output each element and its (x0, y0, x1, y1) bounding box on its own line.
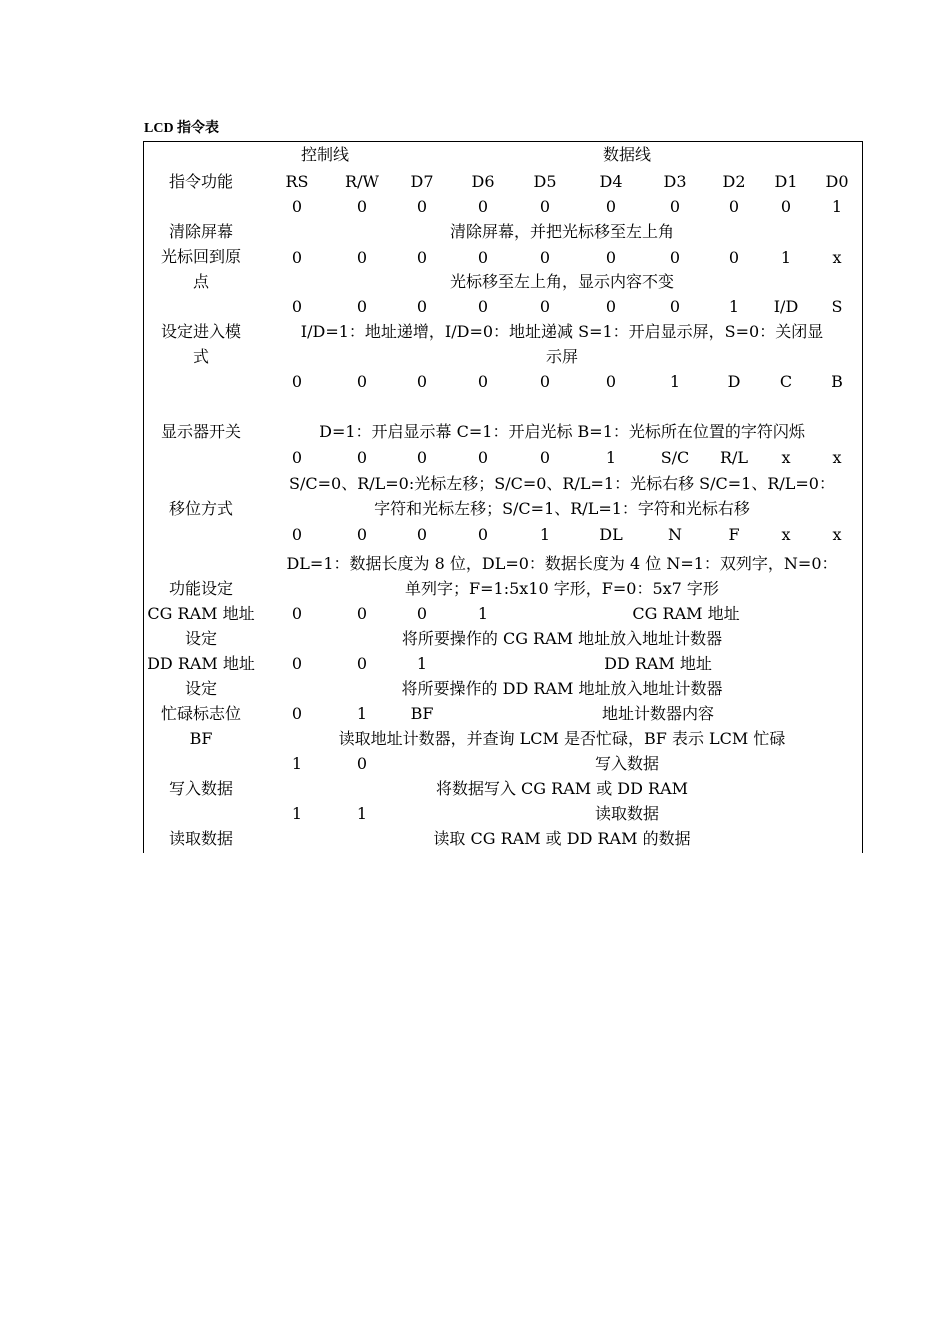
bit-cell: DL (599, 525, 623, 544)
function-name: 显示器开关 (160, 422, 241, 441)
description: 示屏 (545, 347, 578, 366)
bit-cell: 0 (416, 525, 428, 544)
data-field: 写入数据 (594, 754, 659, 773)
bit-cell: 0 (356, 654, 368, 673)
description: 字符和光标左移；S/C=1、R/L=1：字符和光标右移 (374, 499, 750, 518)
col-header-d0: D0 (825, 172, 849, 191)
bit-cell: x (832, 448, 842, 467)
data-field: 读取数据 (594, 804, 659, 823)
description: 单列字；F=1:5x10 字形，F=0：5x7 字形 (405, 579, 719, 598)
col-header-d7: D7 (410, 172, 434, 191)
bit-cell: 0 (356, 754, 368, 773)
control-lines-header: 控制线 (300, 145, 349, 164)
bit-cell: 0 (539, 197, 551, 216)
description: S/C=0、R/L=0:光标左移；S/C=0、R/L=1：光标右移 S/C=1、R/L=0： (289, 474, 835, 493)
bit-cell: x (781, 448, 791, 467)
bit-cell: 1 (477, 604, 489, 623)
address-field: DD RAM 地址 (604, 654, 712, 673)
bit-cell: 0 (356, 197, 368, 216)
function-name: 清除屏幕 (168, 222, 233, 241)
bit-cell: 0 (669, 297, 681, 316)
function-name: 设定进入模 (160, 322, 241, 341)
description: 光标移至左上角，显示内容不变 (449, 272, 674, 291)
bit-cell: x (832, 525, 842, 544)
col-header-d4: D4 (599, 172, 623, 191)
function-name: 式 (192, 347, 209, 366)
function-name: CG RAM 地址 (147, 604, 255, 623)
bit-cell: I/D (773, 297, 799, 316)
bit-cell: 1 (605, 448, 617, 467)
bit-cell: 0 (539, 448, 551, 467)
bit-cell: 0 (605, 248, 617, 267)
bit-cell: 0 (416, 604, 428, 623)
bit-cell: S (831, 297, 843, 316)
function-name: 忙碌标志位 (160, 704, 241, 723)
description: 将数据写入 CG RAM 或 DD RAM (435, 779, 689, 798)
bit-cell: 1 (291, 754, 303, 773)
bit-cell: 0 (669, 197, 681, 216)
bit-cell: 0 (356, 604, 368, 623)
bit-cell: 0 (291, 525, 303, 544)
description: I/D=1：地址递增，I/D=0：地址递减 S=1：开启显示屏，S=0：关闭显 (300, 322, 824, 341)
bit-cell: 0 (416, 248, 428, 267)
function-name: 读取数据 (168, 829, 233, 848)
function-name: DD RAM 地址 (147, 654, 255, 673)
bit-cell: 0 (291, 604, 303, 623)
bit-cell: 0 (356, 297, 368, 316)
bit-cell: 0 (356, 525, 368, 544)
bit-cell: 0 (539, 372, 551, 391)
bit-cell: 1 (356, 804, 368, 823)
bit-cell: B (831, 372, 843, 391)
description: 读取地址计数器，并查询 LCM 是否忙碌，BF 表示 LCM 忙碌 (338, 729, 786, 748)
col-header-d3: D3 (663, 172, 687, 191)
data-lines-header: 数据线 (602, 145, 651, 164)
bit-cell: 0 (728, 197, 740, 216)
bit-cell: 0 (356, 248, 368, 267)
bit-cell: x (832, 248, 842, 267)
function-name: 设定 (184, 629, 217, 648)
bit-cell: 1 (780, 248, 792, 267)
bit-cell: 0 (605, 297, 617, 316)
bit-cell: R/L (719, 448, 749, 467)
bit-cell: 0 (291, 297, 303, 316)
bit-cell: 0 (291, 448, 303, 467)
bit-cell: 0 (291, 372, 303, 391)
bit-cell: N (668, 525, 682, 544)
bit-cell: 0 (539, 297, 551, 316)
bit-cell: C (779, 372, 793, 391)
function-header: 指令功能 (168, 172, 233, 191)
bit-cell: 0 (416, 372, 428, 391)
function-name: 移位方式 (168, 499, 233, 518)
bit-cell: S/C (660, 448, 690, 467)
bit-cell: 1 (291, 804, 303, 823)
bit-cell: 0 (477, 297, 489, 316)
bit-cell: 0 (605, 372, 617, 391)
bit-cell: 0 (477, 197, 489, 216)
function-name: 光标回到原 (160, 247, 241, 266)
bit-cell: 0 (477, 372, 489, 391)
col-header-d6: D6 (471, 172, 495, 191)
bit-cell: 0 (477, 248, 489, 267)
bit-cell: 0 (605, 197, 617, 216)
function-name: 设定 (184, 679, 217, 698)
col-header-d2: D2 (722, 172, 746, 191)
bit-cell: x (781, 525, 791, 544)
bit-cell: 0 (728, 248, 740, 267)
bit-cell: 1 (416, 654, 428, 673)
bit-cell: 0 (291, 248, 303, 267)
bit-cell: 0 (416, 197, 428, 216)
bit-cell: 0 (669, 248, 681, 267)
bit-cell: 0 (416, 448, 428, 467)
bit-cell: 1 (669, 372, 681, 391)
function-name: BF (189, 729, 213, 748)
bit-cell: 0 (291, 704, 303, 723)
function-name: 写入数据 (168, 779, 233, 798)
description: D=1：开启显示幕 C=1：开启光标 B=1：光标所在位置的字符闪烁 (319, 422, 805, 441)
description: 读取 CG RAM 或 DD RAM 的数据 (433, 829, 691, 848)
col-header-rs: RS (285, 172, 309, 191)
bit-cell: 1 (356, 704, 368, 723)
col-header-rw: R/W (345, 172, 379, 191)
bit-cell: BF (410, 704, 434, 723)
bit-cell: 0 (356, 448, 368, 467)
bit-cell: F (728, 525, 740, 544)
bit-cell: 0 (477, 525, 489, 544)
bit-cell: 1 (728, 297, 740, 316)
bit-cell: 0 (780, 197, 792, 216)
bit-cell: 0 (416, 297, 428, 316)
bit-cell: 1 (831, 197, 843, 216)
bit-cell: 0 (356, 372, 368, 391)
address-field: CG RAM 地址 (632, 604, 740, 623)
description: DL=1：数据长度为 8 位，DL=0：数据长度为 4 位 N=1：双列字，N=0： (286, 554, 838, 573)
col-header-d5: D5 (533, 172, 557, 191)
function-name: 点 (192, 272, 209, 291)
bit-cell: 1 (539, 525, 551, 544)
col-header-d1: D1 (774, 172, 798, 191)
function-name: 功能设定 (168, 579, 233, 598)
page-title: LCD 指令表 (144, 121, 220, 136)
address-field: 地址计数器内容 (601, 704, 714, 723)
bit-cell: D (727, 372, 741, 391)
bit-cell: 0 (291, 654, 303, 673)
bit-cell: 0 (539, 248, 551, 267)
description: 清除屏幕，并把光标移至左上角 (449, 222, 674, 241)
description: 将所要操作的 CG RAM 地址放入地址计数器 (401, 629, 723, 648)
bit-cell: 0 (477, 448, 489, 467)
bit-cell: 0 (291, 197, 303, 216)
description: 将所要操作的 DD RAM 地址放入地址计数器 (401, 679, 723, 698)
